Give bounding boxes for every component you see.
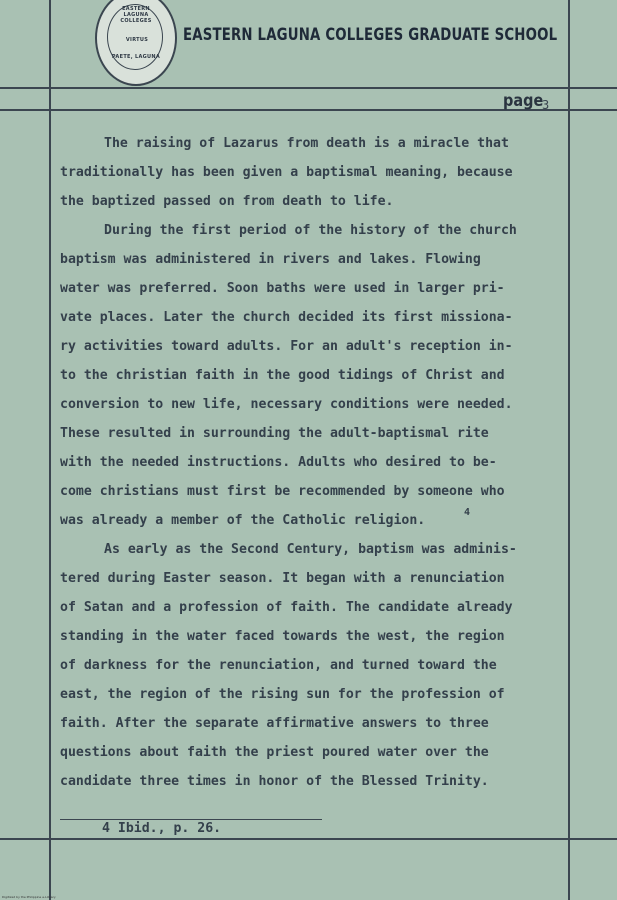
- body-line: tered during Easter season. It began with a renunciation: [60, 571, 505, 586]
- body-line: candidate three times in honor of the Blessed Trinity.: [60, 774, 489, 789]
- footnote-marker: 4: [464, 507, 471, 518]
- footnote: 4 Ibid., p. 26.: [102, 821, 222, 836]
- body-line: of darkness for the renunciation, and turned toward the: [60, 658, 497, 673]
- page-label: page: [503, 91, 544, 111]
- body-line: faith. After the separate affirmative answers to three: [60, 716, 489, 731]
- footer-rule: [0, 838, 617, 840]
- digitization-credit: Digitized by the Philippine e-Library: [2, 895, 56, 899]
- header-rule: [0, 87, 617, 89]
- footnote-separator: [60, 819, 322, 820]
- page-number: 3: [542, 98, 550, 112]
- body-line: The raising of Lazarus from death is a miracle that: [104, 136, 509, 151]
- body-line: water was preferred. Soon baths were used in larger pri-: [60, 281, 505, 296]
- body-line: come christians must first be recommended by someone who: [60, 484, 505, 499]
- body-line: east, the region of the rising sun for the profession of: [60, 687, 505, 702]
- seal-place: PAETE, LAGUNA: [111, 54, 161, 60]
- seal-top-text: EASTERN LAGUNA COLLEGES: [120, 6, 152, 24]
- right-margin-line: [568, 0, 570, 900]
- body-line: to the christian faith in the good tidings of Christ and: [60, 368, 505, 383]
- body-line: conversion to new life, necessary conditions were needed.: [60, 397, 513, 412]
- body-line: baptism was administered in rivers and lakes. Flowing: [60, 252, 481, 267]
- body-line: These resulted in surrounding the adult-baptismal rite: [60, 426, 489, 441]
- body-line: standing in the water faced towards the west, the region: [60, 629, 505, 644]
- body-line: traditionally has been given a baptismal meaning, because: [60, 165, 513, 180]
- body-line: of Satan and a profession of faith. The candidate already: [60, 600, 513, 615]
- left-margin-line: [49, 0, 51, 900]
- school-title: EASTERN LAGUNA COLLEGES GRADUATE SCHOOL: [183, 25, 558, 45]
- body-line: As early as the Second Century, baptism was adminis-: [104, 542, 517, 557]
- body-line: was already a member of the Catholic religion.: [60, 513, 426, 528]
- body-line: the baptized passed on from death to life.: [60, 194, 394, 209]
- school-seal: [95, 0, 177, 86]
- body-line: ry activities toward adults. For an adult's reception in-: [60, 339, 513, 354]
- body-line: questions about faith the priest poured water over the: [60, 745, 489, 760]
- body-line: During the first period of the history of the church: [104, 223, 517, 238]
- body-line: vate places. Later the church decided its first missiona-: [60, 310, 513, 325]
- seal-motto: VIRTUS: [125, 37, 149, 43]
- body-line: with the needed instructions. Adults who desired to be-: [60, 455, 497, 470]
